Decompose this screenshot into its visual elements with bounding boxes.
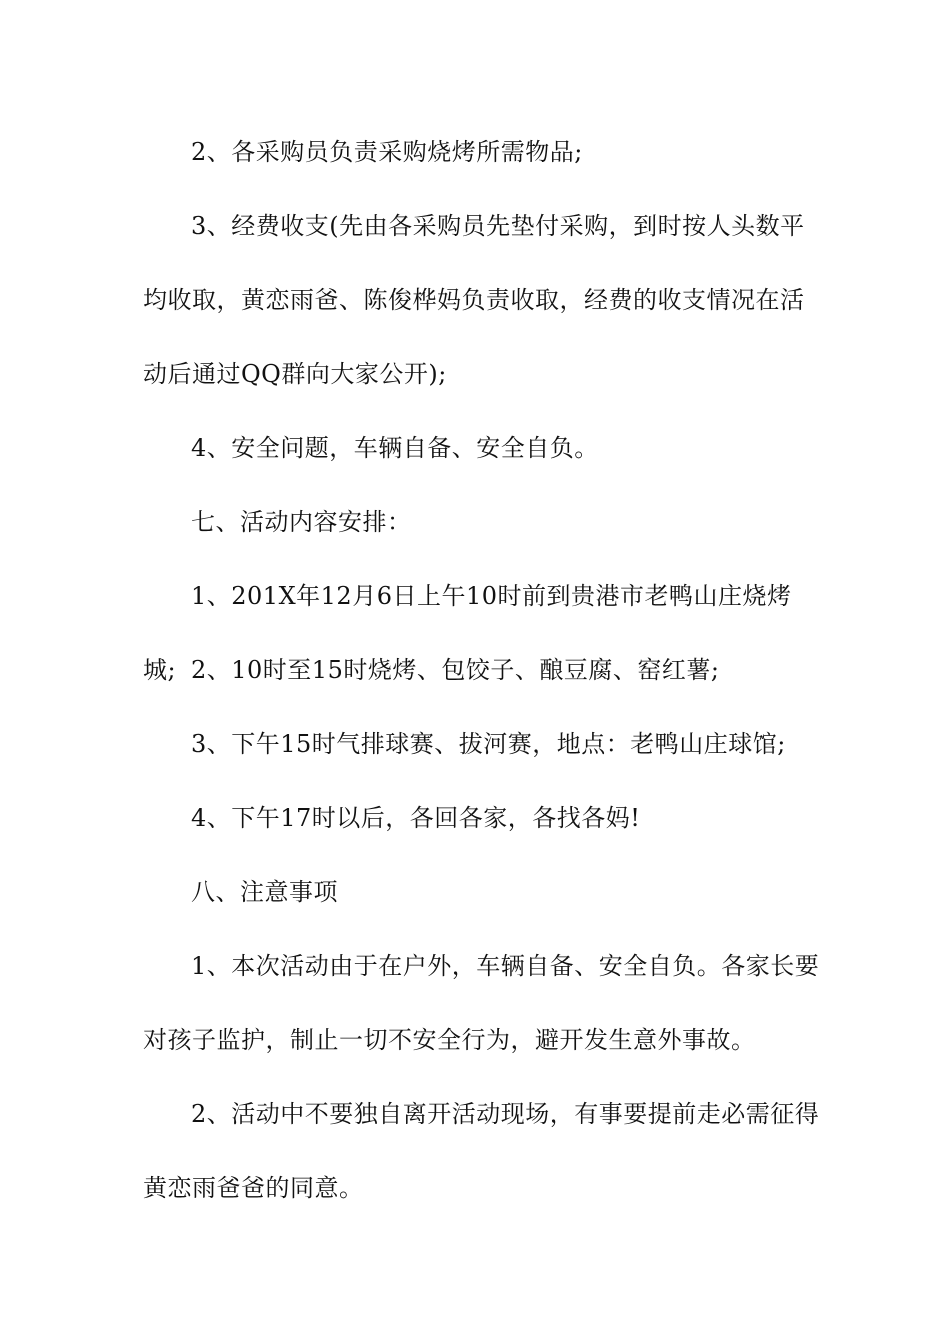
section-heading-activity-schedule: 七、活动内容安排： — [191, 508, 412, 536]
paragraph-schedule-3: 3、下午15时气排球赛、拔河赛，地点：老鸭山庄球馆; — [191, 730, 786, 758]
section-heading-notes: 八、注意事项 — [191, 878, 338, 906]
paragraph-safety: 4、安全问题，车辆自备、安全自负。 — [191, 434, 599, 462]
paragraph-note-1: 1、本次活动由于在户外，车辆自备、安全自负。各家长要对孩子监护，制止一切不安全行为，避开发生意外事故。 — [143, 952, 820, 1054]
paragraph-note-2: 2、活动中不要独自离开活动现场，有事要提前走必需征得黄恋雨爸爸的同意。 — [143, 1100, 820, 1202]
paragraph-schedule-4: 4、下午17时以后，各回各家，各找各妈! — [191, 804, 641, 832]
paragraph-schedule-1: 1、201X年12月6日上午10时前到贵港市老鸭山庄烧烤城; — [143, 582, 792, 684]
paragraph-purchase-items: 2、各采购员负责采购烧烤所需物品; — [191, 138, 583, 166]
paragraph-funding: 3、经费收支(先由各采购员先垫付采购，到时按人头数平均收取，黄恋雨爸、陈俊桦妈负责收取，经费的收支情况在活动后通过QQ群向大家公开); — [143, 212, 805, 388]
paragraph-schedule-2: 2、10时至15时烧烤、包饺子、酿豆腐、窑红薯; — [191, 656, 720, 684]
